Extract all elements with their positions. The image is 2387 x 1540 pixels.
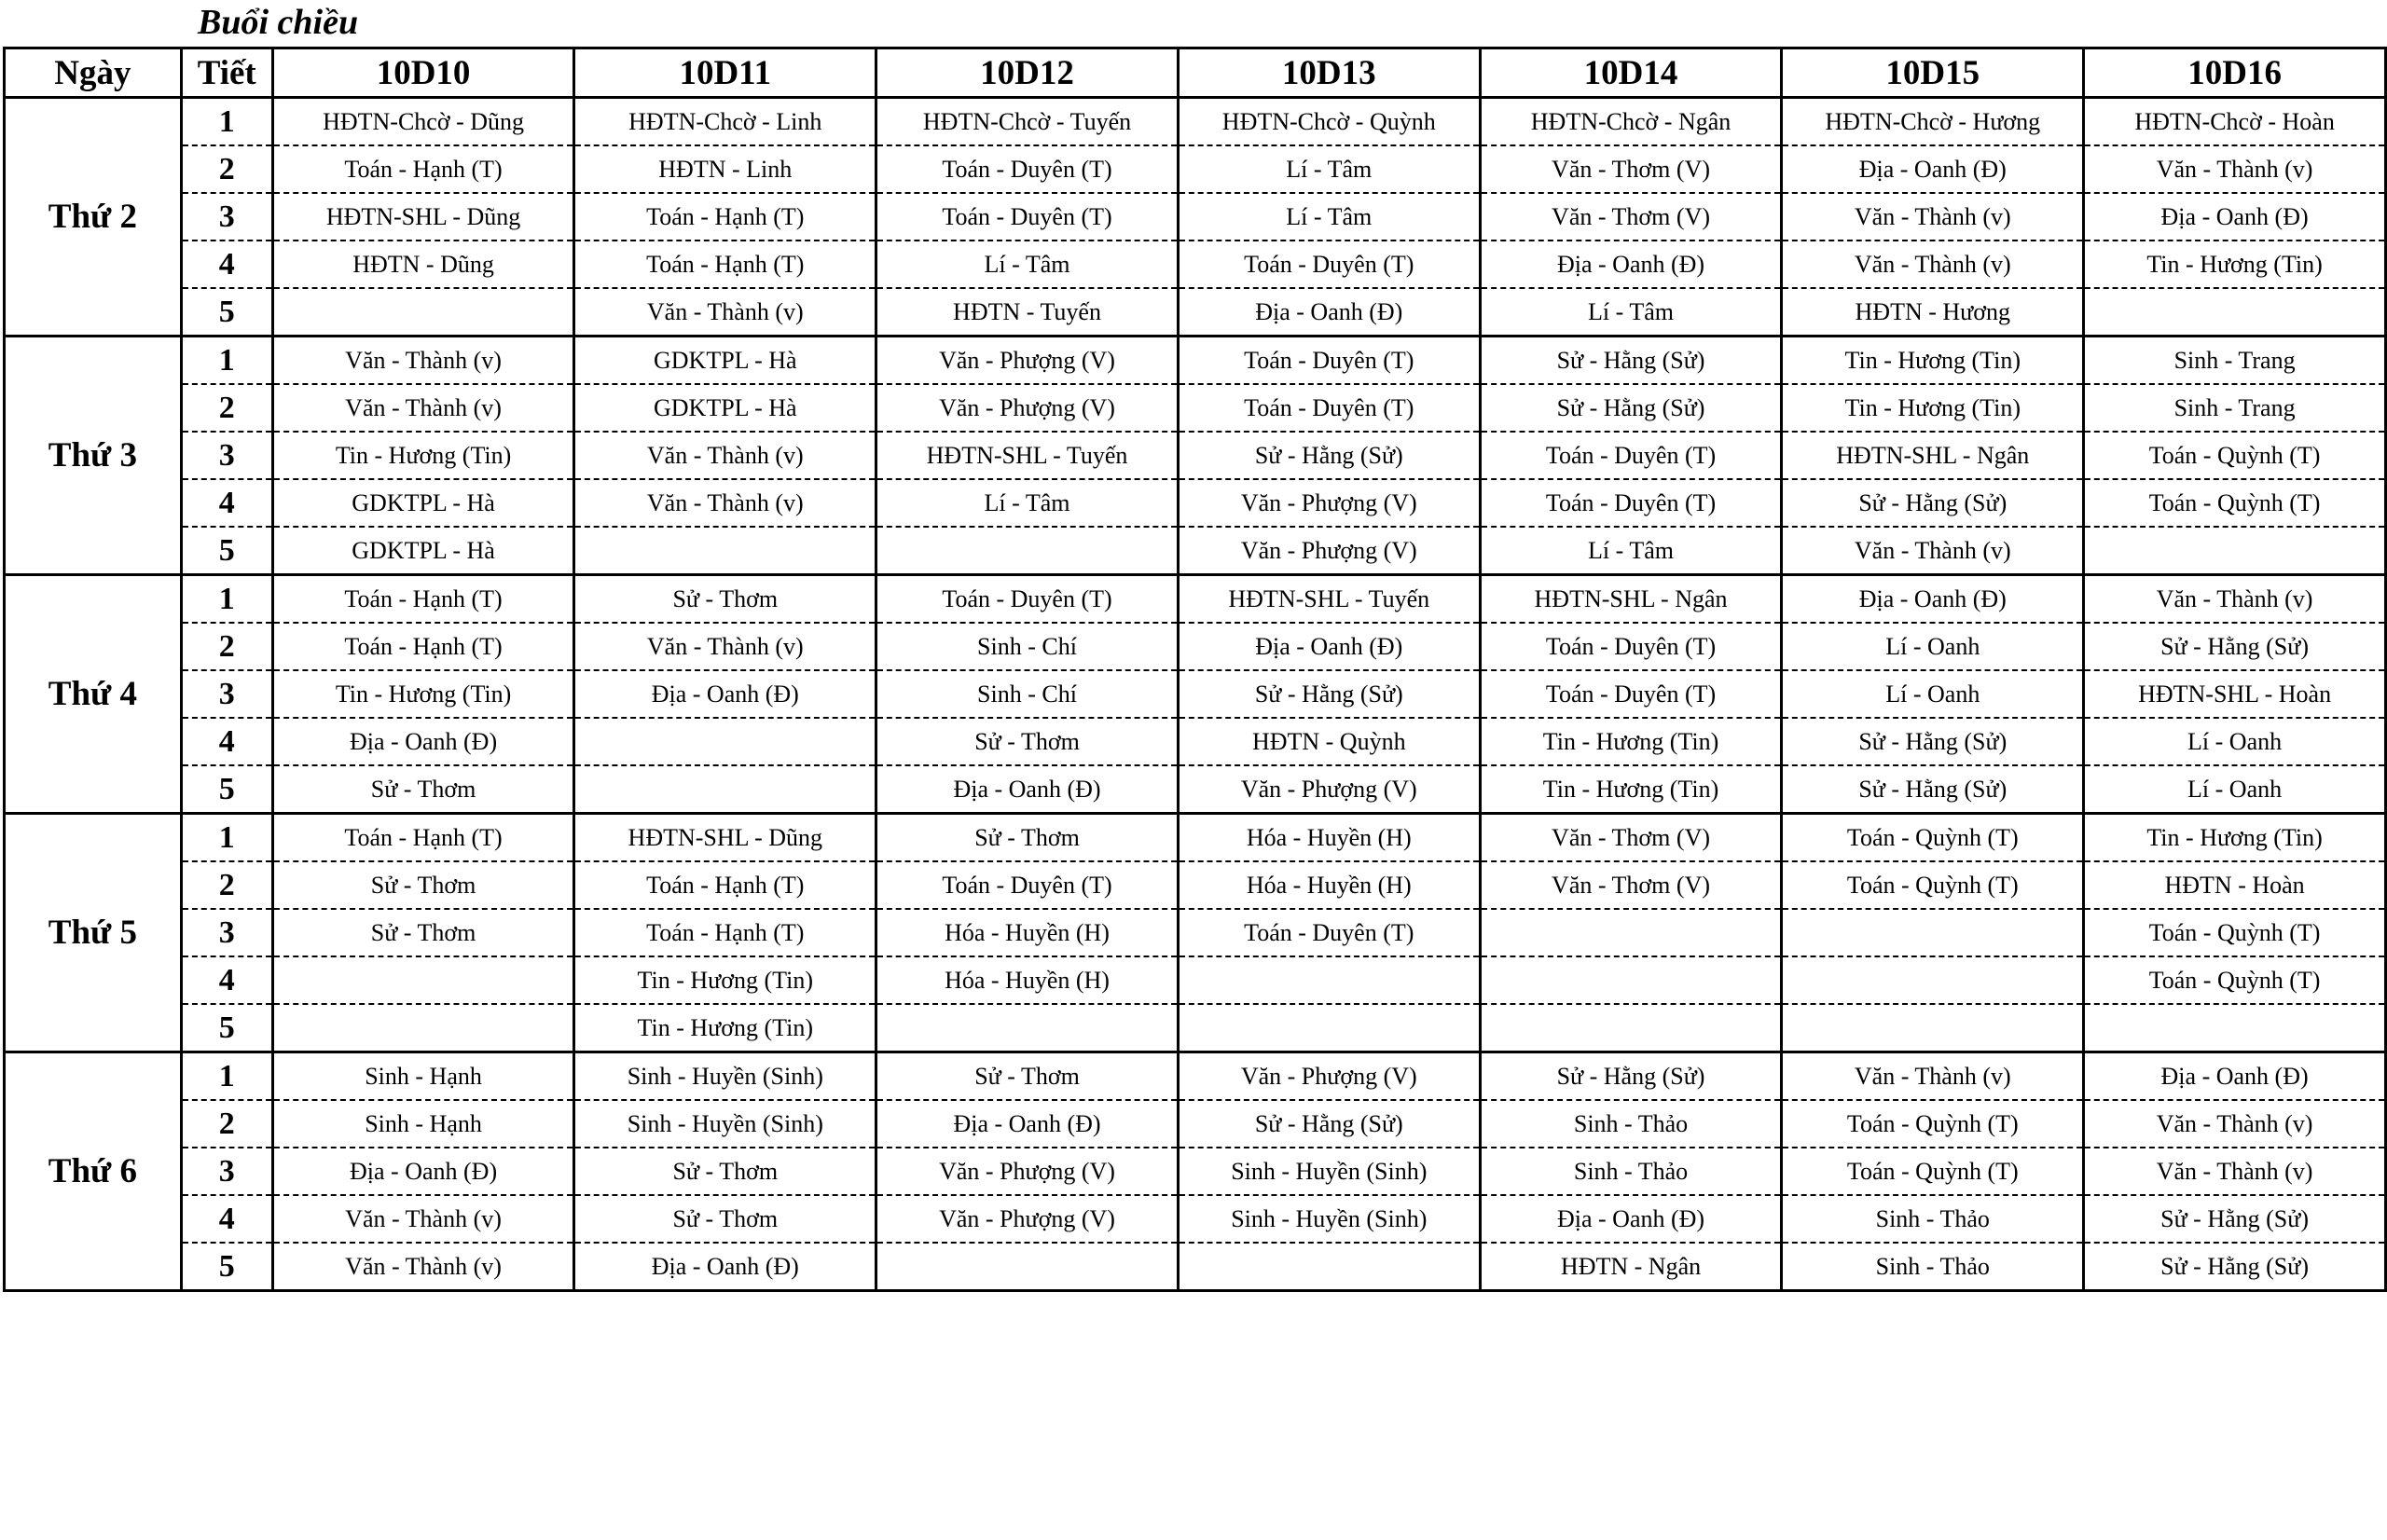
- lesson-cell: Toán - Quỳnh (T): [2084, 432, 2386, 479]
- lesson-cell: Địa - Oanh (Đ): [2084, 193, 2386, 241]
- lesson-cell: HĐTN-Chcờ - Linh: [574, 98, 876, 146]
- day-label: Thứ 2: [5, 98, 182, 337]
- lesson-cell: Địa - Oanh (Đ): [272, 1148, 574, 1195]
- lesson-cell: Toán - Hạnh (T): [574, 861, 876, 909]
- table-row: [5, 623, 2386, 670]
- lesson-cell: Sinh - Huyền (Sinh): [1178, 1148, 1480, 1195]
- header-period: Tiết: [181, 48, 272, 98]
- lesson-cell: Địa - Oanh (Đ): [1480, 241, 1782, 288]
- period-number: 1: [181, 337, 272, 385]
- lesson-cell: Sử - Hằng (Sử): [1782, 718, 2084, 765]
- table-row: [5, 98, 2386, 146]
- lesson-cell: Văn - Thành (v): [574, 623, 876, 670]
- lesson-cell: Văn - Thơm (V): [1480, 145, 1782, 193]
- lesson-cell: Văn - Thành (v): [272, 1243, 574, 1291]
- lesson-cell: Sử - Thơm: [574, 575, 876, 624]
- period-number: 4: [181, 241, 272, 288]
- header-class-10d16: 10D16: [2084, 48, 2386, 98]
- lesson-cell: Sử - Thơm: [876, 814, 1179, 862]
- table-row: [5, 193, 2386, 241]
- lesson-cell: Sử - Hằng (Sử): [1178, 1100, 1480, 1148]
- lesson-cell: [2084, 1004, 2386, 1052]
- lesson-cell: Toán - Hạnh (T): [574, 241, 876, 288]
- lesson-cell: Toán - Hạnh (T): [574, 193, 876, 241]
- table-row: [5, 1195, 2386, 1243]
- session-title: Buổi chiều: [198, 3, 359, 42]
- lesson-cell: [574, 765, 876, 814]
- table-row: [5, 861, 2386, 909]
- lesson-cell: Lí - Oanh: [1782, 670, 2084, 718]
- lesson-cell: HĐTN-SHL - Hoàn: [2084, 670, 2386, 718]
- lesson-cell: Văn - Phượng (V): [876, 1195, 1179, 1243]
- lesson-cell: Sử - Hằng (Sử): [1480, 1052, 1782, 1101]
- lesson-cell: Toán - Duyên (T): [1480, 623, 1782, 670]
- lesson-cell: Văn - Thành (v): [574, 432, 876, 479]
- lesson-cell: Văn - Thành (v): [2084, 145, 2386, 193]
- lesson-cell: Lí - Tâm: [1178, 193, 1480, 241]
- lesson-cell: Sinh - Hạnh: [272, 1100, 574, 1148]
- lesson-cell: Sinh - Trang: [2084, 384, 2386, 432]
- lesson-cell: Văn - Phượng (V): [1178, 1052, 1480, 1101]
- lesson-cell: GDKTPL - Hà: [272, 479, 574, 527]
- table-row: [5, 1052, 2386, 1101]
- lesson-cell: GDKTPL - Hà: [574, 337, 876, 385]
- lesson-cell: Toán - Duyên (T): [1178, 337, 1480, 385]
- lesson-cell: Sử - Thơm: [876, 1052, 1179, 1101]
- period-number: 4: [181, 479, 272, 527]
- period-number: 1: [181, 98, 272, 146]
- lesson-cell: Sinh - Thảo: [1782, 1243, 2084, 1291]
- day-label: Thứ 6: [5, 1052, 182, 1291]
- lesson-cell: Sử - Hằng (Sử): [1782, 479, 2084, 527]
- lesson-cell: Sử - Thơm: [272, 861, 574, 909]
- lesson-cell: Sử - Hằng (Sử): [1480, 337, 1782, 385]
- lesson-cell: Lí - Tâm: [876, 241, 1179, 288]
- lesson-cell: Văn - Thành (v): [1782, 527, 2084, 575]
- table-row: [5, 384, 2386, 432]
- day-label: Thứ 4: [5, 575, 182, 814]
- lesson-cell: Văn - Thơm (V): [1480, 193, 1782, 241]
- lesson-cell: HĐTN - Linh: [574, 145, 876, 193]
- lesson-cell: Tin - Hương (Tin): [1480, 718, 1782, 765]
- period-number: 1: [181, 1052, 272, 1101]
- lesson-cell: Toán - Hạnh (T): [272, 814, 574, 862]
- lesson-cell: HĐTN - Hoàn: [2084, 861, 2386, 909]
- lesson-cell: Sinh - Chí: [876, 623, 1179, 670]
- lesson-cell: Sử - Thơm: [272, 909, 574, 956]
- header-day: Ngày: [5, 48, 182, 98]
- period-number: 5: [181, 1243, 272, 1291]
- lesson-cell: [2084, 527, 2386, 575]
- lesson-cell: Văn - Thành (v): [2084, 575, 2386, 624]
- lesson-cell: [574, 527, 876, 575]
- lesson-cell: Lí - Oanh: [2084, 765, 2386, 814]
- period-number: 3: [181, 193, 272, 241]
- lesson-cell: Toán - Hạnh (T): [272, 145, 574, 193]
- lesson-cell: Sử - Hằng (Sử): [1178, 670, 1480, 718]
- lesson-cell: Địa - Oanh (Đ): [876, 1100, 1179, 1148]
- table-row: [5, 670, 2386, 718]
- lesson-cell: Văn - Thành (v): [2084, 1100, 2386, 1148]
- lesson-cell: Tin - Hương (Tin): [2084, 241, 2386, 288]
- lesson-cell: Văn - Thành (v): [272, 384, 574, 432]
- table-row: [5, 432, 2386, 479]
- day-label: Thứ 5: [5, 814, 182, 1052]
- lesson-cell: HĐTN-Chcờ - Dũng: [272, 98, 574, 146]
- lesson-cell: Lí - Tâm: [1178, 145, 1480, 193]
- lesson-cell: Tin - Hương (Tin): [574, 956, 876, 1004]
- period-number: 2: [181, 861, 272, 909]
- lesson-cell: Địa - Oanh (Đ): [1782, 145, 2084, 193]
- lesson-cell: [876, 1004, 1179, 1052]
- lesson-cell: Sử - Thơm: [574, 1148, 876, 1195]
- lesson-cell: Sinh - Hạnh: [272, 1052, 574, 1101]
- lesson-cell: Tin - Hương (Tin): [272, 670, 574, 718]
- lesson-cell: HĐTN-SHL - Dũng: [272, 193, 574, 241]
- lesson-cell: Lí - Oanh: [2084, 718, 2386, 765]
- header-class-10d15: 10D15: [1782, 48, 2084, 98]
- lesson-cell: HĐTN-SHL - Tuyến: [876, 432, 1179, 479]
- lesson-cell: [1480, 1004, 1782, 1052]
- lesson-cell: HĐTN-SHL - Tuyến: [1178, 575, 1480, 624]
- lesson-cell: [1782, 909, 2084, 956]
- period-number: 5: [181, 527, 272, 575]
- period-number: 3: [181, 432, 272, 479]
- table-row: [5, 337, 2386, 385]
- lesson-cell: Sinh - Trang: [2084, 337, 2386, 385]
- lesson-cell: [272, 956, 574, 1004]
- lesson-cell: Văn - Phượng (V): [876, 337, 1179, 385]
- lesson-cell: Sinh - Huyền (Sinh): [574, 1100, 876, 1148]
- lesson-cell: [272, 288, 574, 337]
- period-number: 2: [181, 384, 272, 432]
- lesson-cell: Văn - Thành (v): [1782, 241, 2084, 288]
- lesson-cell: Văn - Phượng (V): [1178, 479, 1480, 527]
- lesson-cell: Văn - Thành (v): [574, 288, 876, 337]
- period-number: 1: [181, 814, 272, 862]
- lesson-cell: Văn - Thành (v): [272, 1195, 574, 1243]
- lesson-cell: Sử - Hằng (Sử): [1782, 765, 2084, 814]
- lesson-cell: Toán - Duyên (T): [1480, 479, 1782, 527]
- lesson-cell: Sử - Thơm: [876, 718, 1179, 765]
- table-row: [5, 1004, 2386, 1052]
- period-number: 4: [181, 718, 272, 765]
- lesson-cell: HĐTN - Quỳnh: [1178, 718, 1480, 765]
- lesson-cell: HĐTN - Hương: [1782, 288, 2084, 337]
- period-number: 3: [181, 1148, 272, 1195]
- lesson-cell: Địa - Oanh (Đ): [1480, 1195, 1782, 1243]
- lesson-cell: [574, 718, 876, 765]
- lesson-cell: Toán - Quỳnh (T): [1782, 1100, 2084, 1148]
- lesson-cell: [1178, 1243, 1480, 1291]
- lesson-cell: Toán - Duyên (T): [876, 145, 1179, 193]
- lesson-cell: Toán - Quỳnh (T): [1782, 814, 2084, 862]
- lesson-cell: Địa - Oanh (Đ): [1178, 623, 1480, 670]
- lesson-cell: Sử - Hằng (Sử): [2084, 1243, 2386, 1291]
- lesson-cell: Địa - Oanh (Đ): [574, 1243, 876, 1291]
- lesson-cell: Sử - Hằng (Sử): [2084, 1195, 2386, 1243]
- lesson-cell: Toán - Duyên (T): [1480, 432, 1782, 479]
- lesson-cell: Toán - Duyên (T): [876, 575, 1179, 624]
- lesson-cell: [1480, 956, 1782, 1004]
- table-row: [5, 288, 2386, 337]
- lesson-cell: Toán - Duyên (T): [1178, 384, 1480, 432]
- lesson-cell: Địa - Oanh (Đ): [2084, 1052, 2386, 1101]
- lesson-cell: Tin - Hương (Tin): [1782, 384, 2084, 432]
- lesson-cell: HĐTN-SHL - Dũng: [574, 814, 876, 862]
- lesson-cell: Toán - Hạnh (T): [574, 909, 876, 956]
- lesson-cell: Địa - Oanh (Đ): [1178, 288, 1480, 337]
- lesson-cell: Sử - Thơm: [574, 1195, 876, 1243]
- lesson-cell: Văn - Phượng (V): [876, 384, 1179, 432]
- header-class-10d14: 10D14: [1480, 48, 1782, 98]
- lesson-cell: HĐTN-SHL - Ngân: [1782, 432, 2084, 479]
- header-class-10d11: 10D11: [574, 48, 876, 98]
- lesson-cell: GDKTPL - Hà: [272, 527, 574, 575]
- lesson-cell: Địa - Oanh (Đ): [574, 670, 876, 718]
- lesson-cell: Sinh - Thảo: [1782, 1195, 2084, 1243]
- header-row: [5, 48, 2386, 98]
- table-row: [5, 956, 2386, 1004]
- lesson-cell: [876, 1243, 1179, 1291]
- lesson-cell: HĐTN-Chcờ - Ngân: [1480, 98, 1782, 146]
- period-number: 4: [181, 956, 272, 1004]
- lesson-cell: Văn - Phượng (V): [1178, 527, 1480, 575]
- lesson-cell: HĐTN-SHL - Ngân: [1480, 575, 1782, 624]
- period-number: 5: [181, 288, 272, 337]
- lesson-cell: Văn - Thành (v): [1782, 1052, 2084, 1101]
- lesson-cell: Hóa - Huyền (H): [876, 956, 1179, 1004]
- lesson-cell: Toán - Quỳnh (T): [2084, 956, 2386, 1004]
- table-row: [5, 527, 2386, 575]
- lesson-cell: Sinh - Huyền (Sinh): [574, 1052, 876, 1101]
- lesson-cell: Sử - Hằng (Sử): [2084, 623, 2386, 670]
- timetable: [3, 47, 2387, 1292]
- lesson-cell: [1782, 956, 2084, 1004]
- lesson-cell: Văn - Phượng (V): [1178, 765, 1480, 814]
- period-number: 2: [181, 1100, 272, 1148]
- lesson-cell: Sinh - Huyền (Sinh): [1178, 1195, 1480, 1243]
- lesson-cell: Văn - Thành (v): [574, 479, 876, 527]
- lesson-cell: Sử - Hằng (Sử): [1480, 384, 1782, 432]
- period-number: 5: [181, 1004, 272, 1052]
- lesson-cell: Toán - Quỳnh (T): [2084, 479, 2386, 527]
- lesson-cell: Lí - Tâm: [876, 479, 1179, 527]
- lesson-cell: [1480, 909, 1782, 956]
- lesson-cell: Toán - Quỳnh (T): [1782, 861, 2084, 909]
- lesson-cell: HĐTN-Chcờ - Quỳnh: [1178, 98, 1480, 146]
- period-number: 3: [181, 670, 272, 718]
- period-number: 4: [181, 1195, 272, 1243]
- lesson-cell: Văn - Thành (v): [2084, 1148, 2386, 1195]
- lesson-cell: Toán - Hạnh (T): [272, 575, 574, 624]
- lesson-cell: [2084, 288, 2386, 337]
- lesson-cell: [1782, 1004, 2084, 1052]
- table-row: [5, 1100, 2386, 1148]
- lesson-cell: Lí - Tâm: [1480, 288, 1782, 337]
- lesson-cell: Hóa - Huyền (H): [1178, 861, 1480, 909]
- lesson-cell: Sử - Hằng (Sử): [1178, 432, 1480, 479]
- lesson-cell: Hóa - Huyền (H): [1178, 814, 1480, 862]
- lesson-cell: HĐTN - Dũng: [272, 241, 574, 288]
- lesson-cell: Toán - Quỳnh (T): [1782, 1148, 2084, 1195]
- lesson-cell: HĐTN-Chcờ - Hoàn: [2084, 98, 2386, 146]
- lesson-cell: Tin - Hương (Tin): [272, 432, 574, 479]
- lesson-cell: Toán - Quỳnh (T): [2084, 909, 2386, 956]
- lesson-cell: Lí - Tâm: [1480, 527, 1782, 575]
- lesson-cell: Sử - Thơm: [272, 765, 574, 814]
- lesson-cell: Toán - Hạnh (T): [272, 623, 574, 670]
- lesson-cell: Văn - Thành (v): [272, 337, 574, 385]
- lesson-cell: Văn - Thơm (V): [1480, 814, 1782, 862]
- day-label: Thứ 3: [5, 337, 182, 575]
- period-number: 2: [181, 145, 272, 193]
- period-number: 3: [181, 909, 272, 956]
- lesson-cell: Lí - Oanh: [1782, 623, 2084, 670]
- lesson-cell: Tin - Hương (Tin): [2084, 814, 2386, 862]
- header-class-10d13: 10D13: [1178, 48, 1480, 98]
- lesson-cell: Toán - Duyên (T): [1178, 909, 1480, 956]
- lesson-cell: HĐTN - Ngân: [1480, 1243, 1782, 1291]
- lesson-cell: [1178, 1004, 1480, 1052]
- table-row: [5, 575, 2386, 624]
- lesson-cell: HĐTN - Tuyến: [876, 288, 1179, 337]
- lesson-cell: Sinh - Chí: [876, 670, 1179, 718]
- lesson-cell: GDKTPL - Hà: [574, 384, 876, 432]
- lesson-cell: Tin - Hương (Tin): [574, 1004, 876, 1052]
- lesson-cell: HĐTN-Chcờ - Hương: [1782, 98, 2084, 146]
- lesson-cell: Hóa - Huyền (H): [876, 909, 1179, 956]
- lesson-cell: Toán - Duyên (T): [876, 193, 1179, 241]
- table-row: [5, 1243, 2386, 1291]
- header-class-10d12: 10D12: [876, 48, 1179, 98]
- lesson-cell: HĐTN-Chcờ - Tuyến: [876, 98, 1179, 146]
- table-row: [5, 909, 2386, 956]
- table-row: [5, 814, 2386, 862]
- period-number: 1: [181, 575, 272, 624]
- table-row: [5, 718, 2386, 765]
- lesson-cell: [272, 1004, 574, 1052]
- lesson-cell: Tin - Hương (Tin): [1480, 765, 1782, 814]
- table-row: [5, 1148, 2386, 1195]
- table-row: [5, 765, 2386, 814]
- lesson-cell: Toán - Duyên (T): [876, 861, 1179, 909]
- lesson-cell: Toán - Duyên (T): [1178, 241, 1480, 288]
- lesson-cell: Địa - Oanh (Đ): [876, 765, 1179, 814]
- lesson-cell: Sinh - Thảo: [1480, 1100, 1782, 1148]
- lesson-cell: Sinh - Thảo: [1480, 1148, 1782, 1195]
- lesson-cell: [1178, 956, 1480, 1004]
- period-number: 2: [181, 623, 272, 670]
- lesson-cell: Văn - Phượng (V): [876, 1148, 1179, 1195]
- lesson-cell: Toán - Duyên (T): [1480, 670, 1782, 718]
- lesson-cell: Văn - Thành (v): [1782, 193, 2084, 241]
- lesson-cell: Địa - Oanh (Đ): [272, 718, 574, 765]
- lesson-cell: [876, 527, 1179, 575]
- lesson-cell: Tin - Hương (Tin): [1782, 337, 2084, 385]
- timetable-body: [5, 98, 2386, 1291]
- table-row: [5, 479, 2386, 527]
- lesson-cell: Địa - Oanh (Đ): [1782, 575, 2084, 624]
- lesson-cell: Văn - Thơm (V): [1480, 861, 1782, 909]
- period-number: 5: [181, 765, 272, 814]
- table-row: [5, 145, 2386, 193]
- table-row: [5, 241, 2386, 288]
- header-class-10d10: 10D10: [272, 48, 574, 98]
